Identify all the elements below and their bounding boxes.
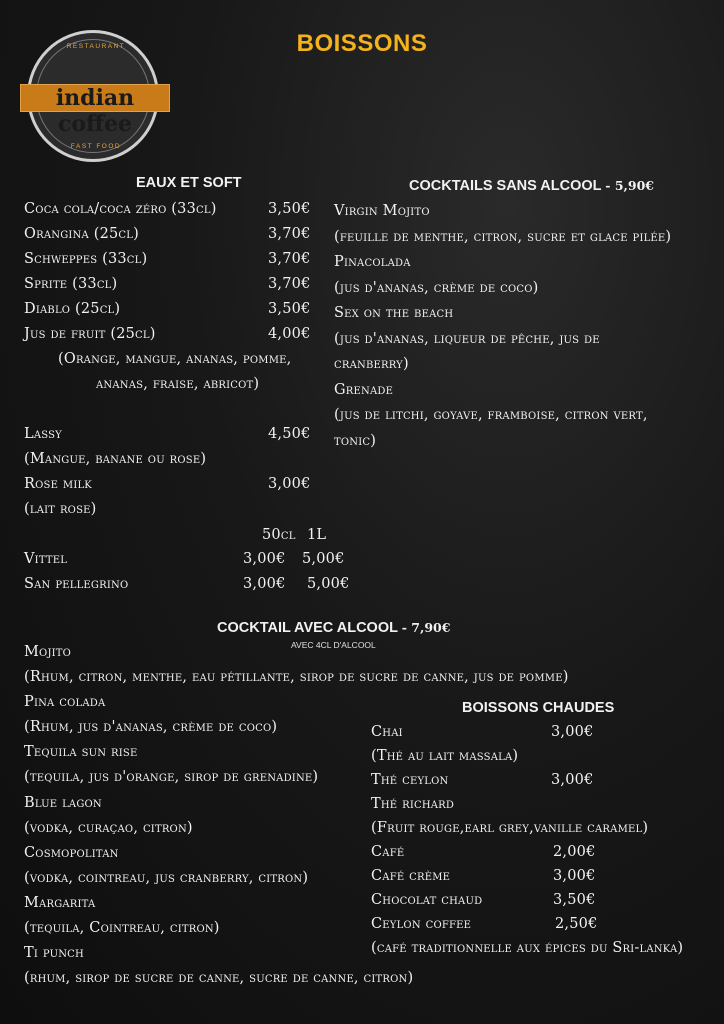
menu-item-price: 5,00€ [302, 551, 345, 567]
menu-item-price: 2,00€ [553, 844, 596, 860]
menu-item-price: 3,00€ [243, 551, 286, 567]
menu-item-desc: ananas, fraise, abricot) [96, 376, 260, 392]
menu-item-price: 4,50€ [268, 426, 311, 442]
chaudes-heading: BOISSONS CHAUDES [462, 700, 615, 716]
menu-item-price: 3,70€ [268, 251, 311, 267]
menu-item-name: San pellegrino [24, 576, 129, 592]
menu-item-name: Lassy [24, 426, 62, 442]
menu-item-price: 5,00€ [307, 576, 350, 592]
avec-alcool-subheading: AVEC 4CL D'ALCOOL [291, 640, 376, 650]
menu-item-name: Mojito [24, 644, 72, 660]
menu-item-name: Pinacolada [334, 254, 411, 270]
page-title: BOISSONS [296, 30, 428, 57]
menu-item-name: Margarita [24, 895, 96, 911]
menu-item-name: Coca cola/coca zéro (33cl) [24, 201, 217, 217]
menu-item-name: Jus de fruit (25cl) [24, 326, 156, 342]
menu-item-desc: (feuille de menthe, citron, sucre et glace pilée) [334, 229, 672, 245]
logo-name-banner: indian coffee [20, 84, 170, 112]
menu-item-desc: (Thé au lait massala) [371, 748, 519, 764]
menu-item-desc: tonic) [334, 433, 377, 449]
menu-item-price: 3,70€ [268, 276, 311, 292]
menu-item-price: 3,00€ [551, 724, 594, 740]
menu-item-price: 3,70€ [268, 226, 311, 242]
menu-item-desc: (Mangue, banane ou rose) [24, 451, 207, 467]
menu-item-desc: (tequila, Cointreau, citron) [24, 920, 220, 936]
menu-item-name: Vittel [24, 551, 68, 567]
sans-alcool-heading-price: - 5,90€ [605, 178, 654, 193]
menu-item-price: 3,50€ [553, 892, 596, 908]
menu-item-name: Café [371, 844, 405, 860]
menu-item-name: Rose milk [24, 476, 92, 492]
menu-item-name: Chai [371, 724, 403, 740]
menu-item-desc: (rhum, sirop de sucre de canne, sucre de canne, citron) [24, 970, 414, 986]
menu-item-name: Orangina (25cl) [24, 226, 139, 242]
menu-item-desc: (jus d'ananas, crème de coco) [334, 280, 539, 296]
menu-item-name: Diablo (25cl) [24, 301, 121, 317]
menu-item-price: 3,50€ [268, 201, 311, 217]
menu-item-desc: (Rhum, jus d'ananas, crème de coco) [24, 719, 278, 735]
menu-item-desc: (Rhum, citron, menthe, eau pétillante, sirop de sucre de canne, jus de pomme) [24, 669, 569, 685]
menu-item-desc: (jus de litchi, goyave, framboise, citron vert, [334, 407, 648, 423]
menu-item-desc: (vodka, curaçao, citron) [24, 820, 193, 836]
menu-item-desc: (Orange, mangue, ananas, pomme, [58, 351, 292, 367]
menu-item-price: 3,50€ [268, 301, 311, 317]
menu-item-name: Chocolat chaud [371, 892, 483, 908]
eaux-heading: EAUX ET SOFT [136, 175, 242, 191]
avec-alcool-heading [217, 620, 450, 636]
menu-item-price: 3,00€ [268, 476, 311, 492]
menu-item-name: Sprite (33cl) [24, 276, 118, 292]
menu-item-name: Sex on the beach [334, 305, 454, 321]
menu-item-name: Tequila sun rise [24, 744, 138, 760]
water-size-header: 50cl [262, 527, 296, 543]
menu-item-name: Cosmopolitan [24, 845, 119, 861]
menu-item-price: 3,00€ [551, 772, 594, 788]
sans-alcool-heading [409, 178, 654, 194]
menu-item-name: Thé ceylon [371, 772, 449, 788]
logo-bottom-text: FAST FOOD [70, 143, 122, 150]
avec-alcool-heading-label: COCKTAIL AVEC ALCOOL [217, 620, 398, 636]
menu-item-price: 4,00€ [268, 326, 311, 342]
menu-item-name: Virgin Mojito [334, 203, 430, 219]
menu-item-name: Grenade [334, 382, 394, 398]
menu-item-name: Ti punch [24, 945, 84, 961]
menu-item-desc: (Fruit rouge,earl grey,vanille caramel) [371, 820, 649, 836]
menu-item-desc: (café traditionnelle aux épices du Sri-lanka) [371, 940, 684, 956]
menu-item-name: Ceylon coffee [371, 916, 472, 932]
sans-alcool-heading-label: COCKTAILS SANS ALCOOL [409, 178, 602, 194]
menu-item-price: 2,50€ [555, 916, 598, 932]
menu-item-desc: cranberry) [334, 356, 409, 372]
menu-item-name: Café crème [371, 868, 451, 884]
avec-alcool-heading-price: - 7,90€ [401, 620, 451, 635]
menu-item-price: 3,00€ [243, 576, 286, 592]
menu-item-desc: (jus d'ananas, liqueur de pêche, jus de [334, 331, 600, 347]
menu-item-name: Thé richard [371, 796, 455, 812]
menu-item-price: 3,00€ [553, 868, 596, 884]
menu-item-desc: (vodka, cointreau, jus cranberry, citron) [24, 870, 309, 886]
logo-top-text: RESTAURANT [66, 43, 126, 50]
menu-item-name: Pina colada [24, 694, 106, 710]
menu-item-desc: (lait rose) [24, 501, 97, 517]
water-size-header: 1L [307, 527, 327, 543]
menu-item-desc: (tequila, jus d'orange, sirop de grenadine) [24, 769, 319, 785]
menu-item-name: Schweppes (33cl) [24, 251, 148, 267]
menu-item-name: Blue lagon [24, 795, 102, 811]
